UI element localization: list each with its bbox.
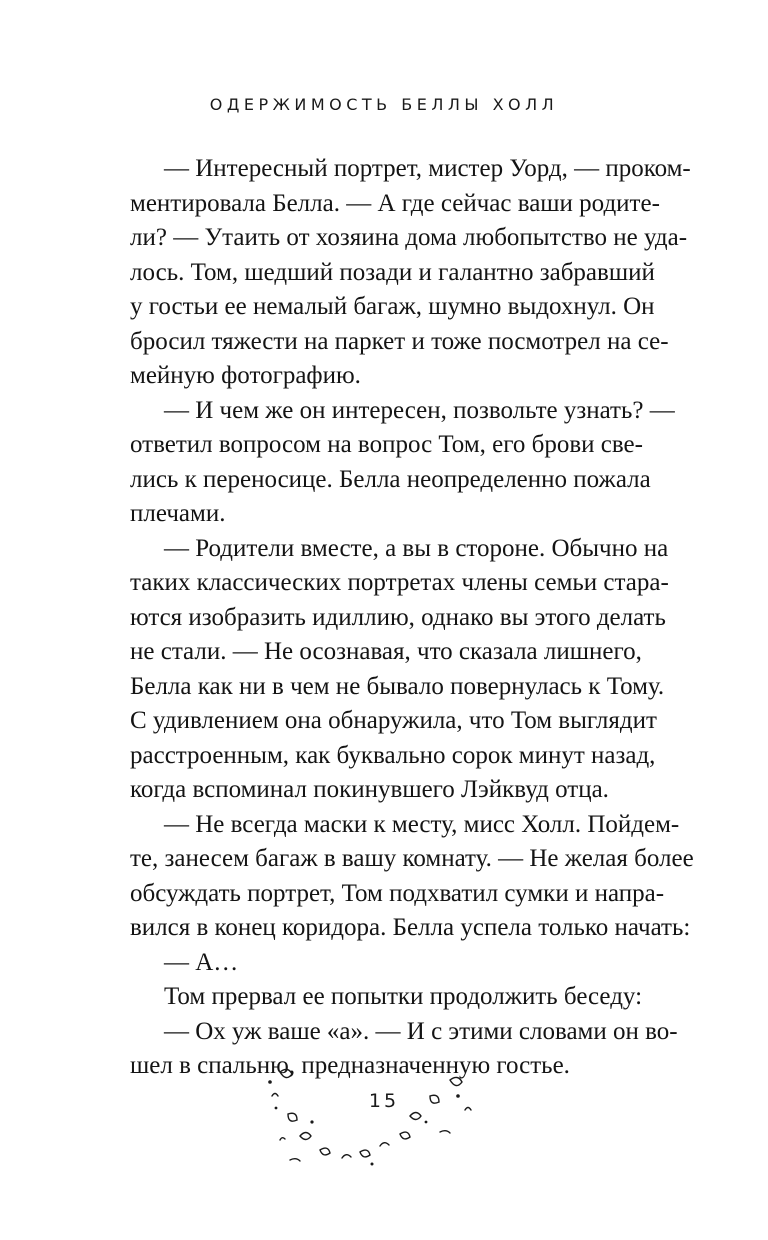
text-line: таких классических портретах члены семьи стара-: [130, 569, 669, 596]
body-text: [130, 152, 694, 1084]
text-line: расстроенным, как буквально сорок минут назад,: [130, 741, 656, 769]
text-line: ли? — Утаить от хозяина дома любопытство не уда-: [130, 224, 688, 251]
page-number-text: 15: [368, 1090, 400, 1112]
leaf-icon: [440, 1131, 450, 1133]
text-line: — Ох уж ваше «а». — И с этими словами он во-: [164, 1017, 678, 1045]
text-line: — И чем же он интересен, позвольте узнать? —: [164, 396, 675, 424]
falling-leaves-ornament-icon: [250, 1060, 520, 1170]
text-line: лись к переносице. Белла неопределенно пожала: [130, 465, 651, 493]
text-line: — А…: [164, 948, 239, 976]
leaf-icon: [380, 1143, 389, 1146]
text-line: ментировала Белла. — А где сейчас ваши родите-: [130, 189, 660, 217]
text-line: когда вспоминал покинувшего Лэйквуд отца.: [130, 776, 609, 803]
text-line: плечами.: [130, 500, 226, 527]
text-line: — Родители вместе, а вы в стороне. Обычно на: [164, 534, 669, 562]
text-line: — Не всегда маски к месту, мисс Холл. Пойдем-: [164, 810, 680, 838]
running-title: ОДЕРЖИМОСТЬ БЕЛЛЫ ХОЛЛ: [209, 95, 559, 114]
running-header: [0, 95, 768, 114]
text-line: у гостьи ее немалый багаж, шумно выдохнул. Он: [130, 293, 655, 320]
leaf-icon: [280, 1138, 285, 1140]
text-line: те, занесем багаж в вашу комнату. — Не желая более: [130, 845, 694, 872]
leaf-icon: [342, 1155, 351, 1158]
page-number: [0, 1090, 768, 1112]
leaf-icon: [280, 1069, 292, 1077]
text-line: — Интересный портрет, мистер Уорд, — проком-: [164, 155, 691, 182]
text-line: Белла как ни в чем не бывало повернулась к Тому.: [130, 672, 665, 700]
text-line: лось. Том, шедший позади и галантно забравший: [130, 258, 655, 286]
text-line: бросил тяжести на паркет и тоже посмотрел на се-: [130, 327, 669, 355]
text-line: ются изобразить идиллию, однако вы этого делать: [130, 603, 666, 631]
text-line: ответил вопросом на вопрос Том, его брови све-: [130, 431, 643, 458]
text-line: не стали. — Не осознавая, что сказала лишнего,: [130, 638, 642, 665]
leaf-icon: [450, 1077, 462, 1085]
text-line: Том прервал ее попытки продолжить беседу:: [164, 983, 643, 1010]
leaf-icon: [300, 1133, 311, 1140]
leaf-icon: [360, 1150, 370, 1157]
leaf-icon: [288, 1113, 297, 1121]
text-line: мейную фотографию.: [130, 362, 361, 389]
text-line: вился в конец коридора. Белла успела только начать:: [130, 914, 691, 941]
text-line: шел в спальню, предназначенную гостье.: [130, 1052, 570, 1079]
text-line: С удивлением она обнаружила, что Том выглядит: [130, 707, 657, 734]
leaf-icon: [400, 1132, 410, 1139]
text-line: обсуждать портрет, Том подхватил сумки и напра-: [130, 879, 665, 907]
leaf-icon: [290, 1159, 300, 1161]
leaf-icon: [410, 1113, 421, 1120]
leaf-icon: [320, 1148, 330, 1155]
